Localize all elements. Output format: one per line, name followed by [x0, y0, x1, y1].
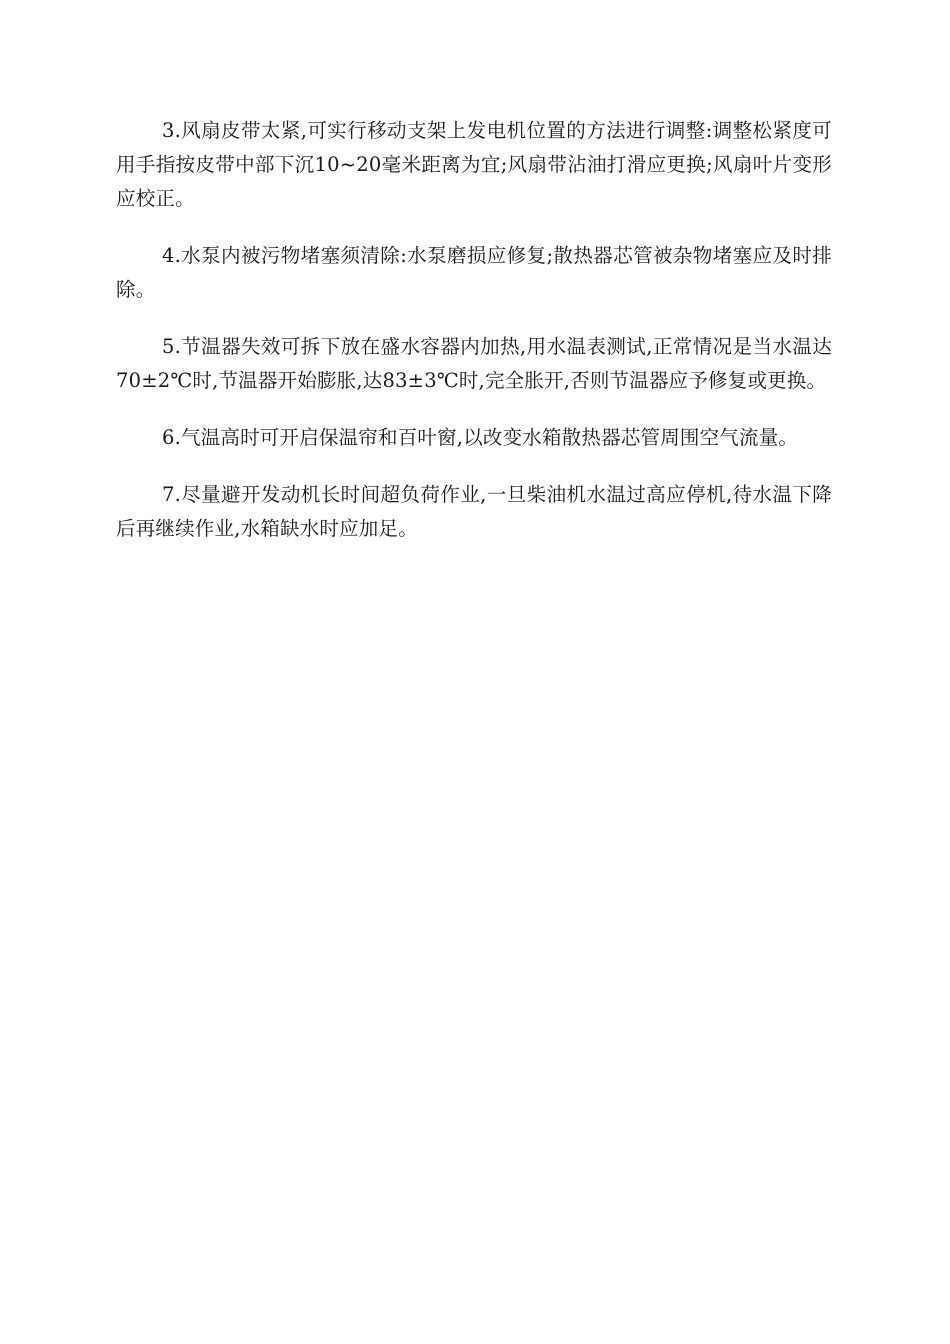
paragraph-item-5: 5.节温器失效可拆下放在盛水容器内加热,用水温表测试,正常情况是当水温达70±2℃时,节温器开始膨胀,达83±3℃时,完全胀开,否则节温器应予修复或更换。 [116, 335, 832, 392]
paragraph-item-3: 3.风扇皮带太紧,可实行移动支架上发电机位置的方法进行调整:调整松紧度可用手指按皮带中部下沉10~20毫米距离为宜;风扇带沾油打滑应更换;风扇叶片变形应校正。 [116, 119, 832, 210]
paragraph-item-7: 7.尽量避开发动机长时间超负荷作业,一旦柴油机水温过高应停机,待水温下降后再继续作业,水箱缺水时应加足。 [116, 483, 832, 540]
paragraph-item-6: 6.气温高时可开启保温帘和百叶窗,以改变水箱散热器芯管周围空气流量。 [162, 426, 799, 449]
document-body [116, 114, 832, 569]
paragraph-item-4: 4.水泵内被污物堵塞须清除:水泵磨损应修复;散热器芯管被杂物堵塞应及时排除。 [116, 244, 832, 301]
